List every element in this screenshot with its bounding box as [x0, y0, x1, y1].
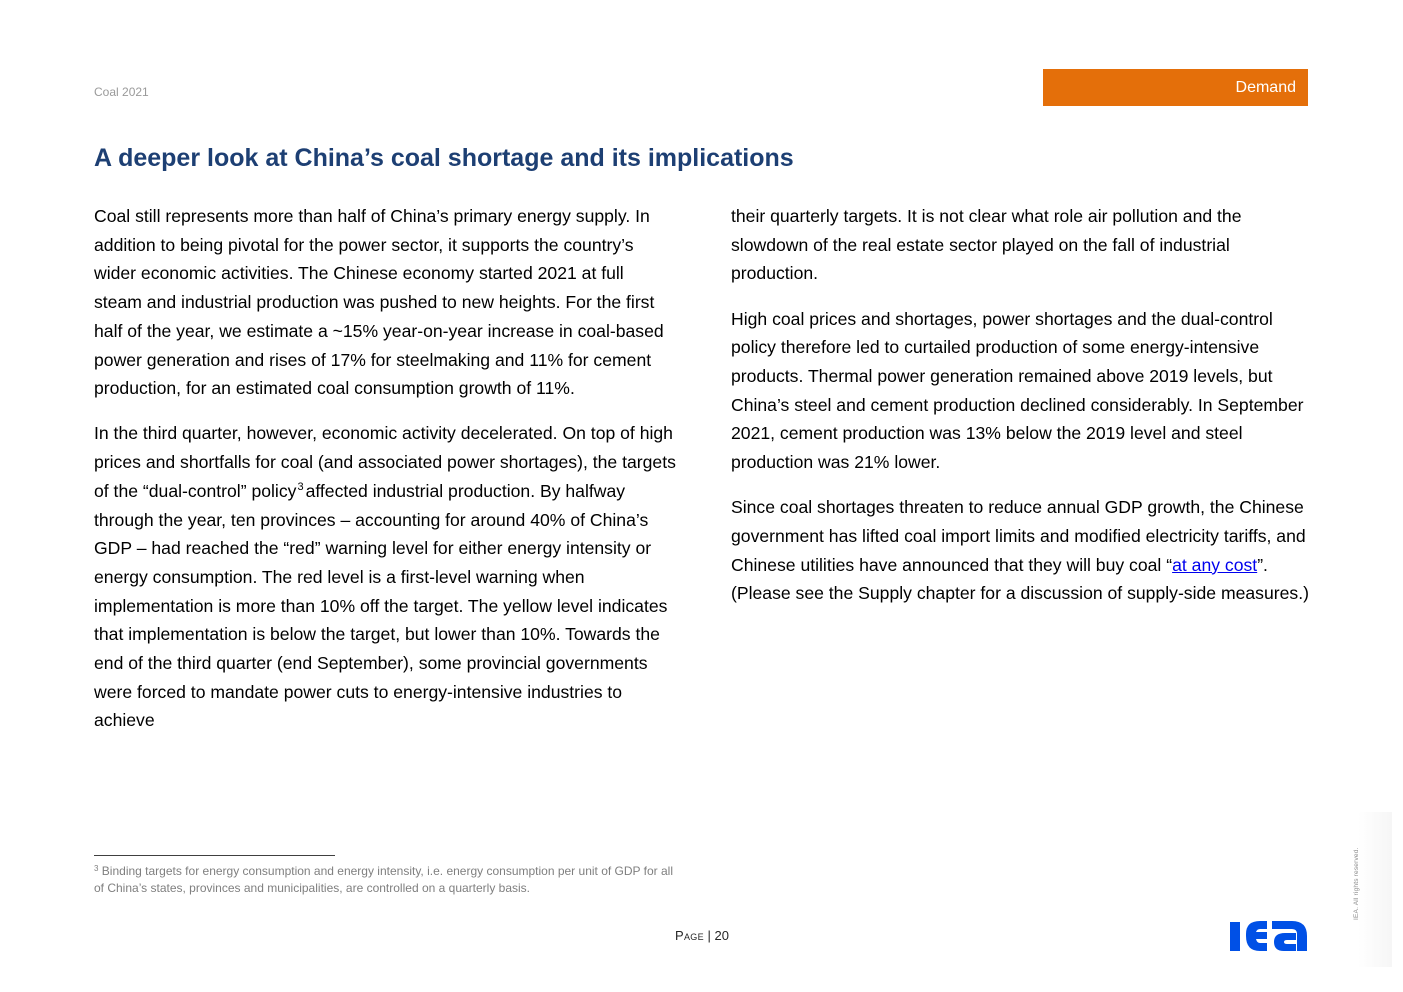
left-column [94, 202, 676, 752]
footnote-number: 3 [94, 864, 99, 873]
side-decoration [1358, 812, 1392, 967]
paragraph-text: affected industrial production. By halfway through the year, ten provinces – accounting for around 40% of China’s GDP – had reached the “red” warning level for either energy intensity or energy consumption. The red level is a first-level warning when implementation is more than 10% off the target. The yellow level indicates that implementation is below the target, but lower than 10%. Towards the end of the third quarter (end September), some provincial governments were forced to mandate power cuts to energy-intensive industries to achieve [94, 480, 668, 731]
rights-notice: IEA. All rights reserved. [1353, 847, 1360, 920]
footnote [94, 863, 684, 897]
paragraph-text: Since coal shortages threaten to reduce annual GDP growth, the Chinese government has lifted coal import limits and modified electricity tariffs, and Chinese utilities have announced that they will buy coal “ [731, 497, 1306, 575]
section-tab: Demand [1043, 69, 1308, 106]
page-number-value: 20 [714, 928, 729, 943]
footnote-text: Binding targets for energy consumption and energy intensity, i.e. energy consumption per unit of GDP for all of China’s states, provinces and municipalities, are controlled on a quarterly basis. [94, 864, 674, 895]
paragraph: their quarterly targets. It is not clear what role air pollution and the slowdown of the real estate sector played on the fall of industrial production. [731, 206, 1242, 284]
paragraph-text: ”. (Please see the Supply chapter for a discussion of supply-side measures.) [731, 554, 1309, 604]
at-any-cost-link[interactable]: at any cost [1172, 554, 1258, 575]
footnote-reference[interactable]: 3 [297, 480, 304, 493]
paragraph: High coal prices and shortages, power shortages and the dual-control policy therefore led to curtailed production of some energy-intensive products. Thermal power generation remained above 2019 levels, but China’s steel and cement production declined considerably. In September 2021, cement production was 13% below the 2019 level and steel production was 21% lower. [731, 308, 1304, 473]
right-column [731, 202, 1311, 625]
paragraph: Coal still represents more than half of China’s primary energy supply. In addition to being pivotal for the power sector, it supports the country’s wider economic activities. The Chinese economy started 2021 at full steam and industrial production was pushed to new heights. For the first half of the year, we estimate a ~15% year-on-year increase in coal-based power generation and rises of 17% for steelmaking and 11% for cement production, for an estimated coal consumption growth of 11%. [94, 206, 664, 399]
iea-logo-icon [1229, 914, 1309, 954]
paragraph-text: In the third quarter, however, economic activity decelerated. On top of high prices and shortfalls for coal (and associated power shortages), the targets of the “dual-control” policy [94, 423, 676, 501]
page-title: A deeper look at China’s coal shortage and its implications [94, 144, 794, 172]
page-separator: | [707, 928, 711, 943]
document-name: Coal 2021 [94, 85, 149, 99]
paragraph [731, 493, 1311, 608]
page-number [675, 928, 729, 943]
page-label: Page [675, 928, 704, 943]
paragraph [94, 419, 676, 735]
footnote-divider [94, 855, 335, 856]
